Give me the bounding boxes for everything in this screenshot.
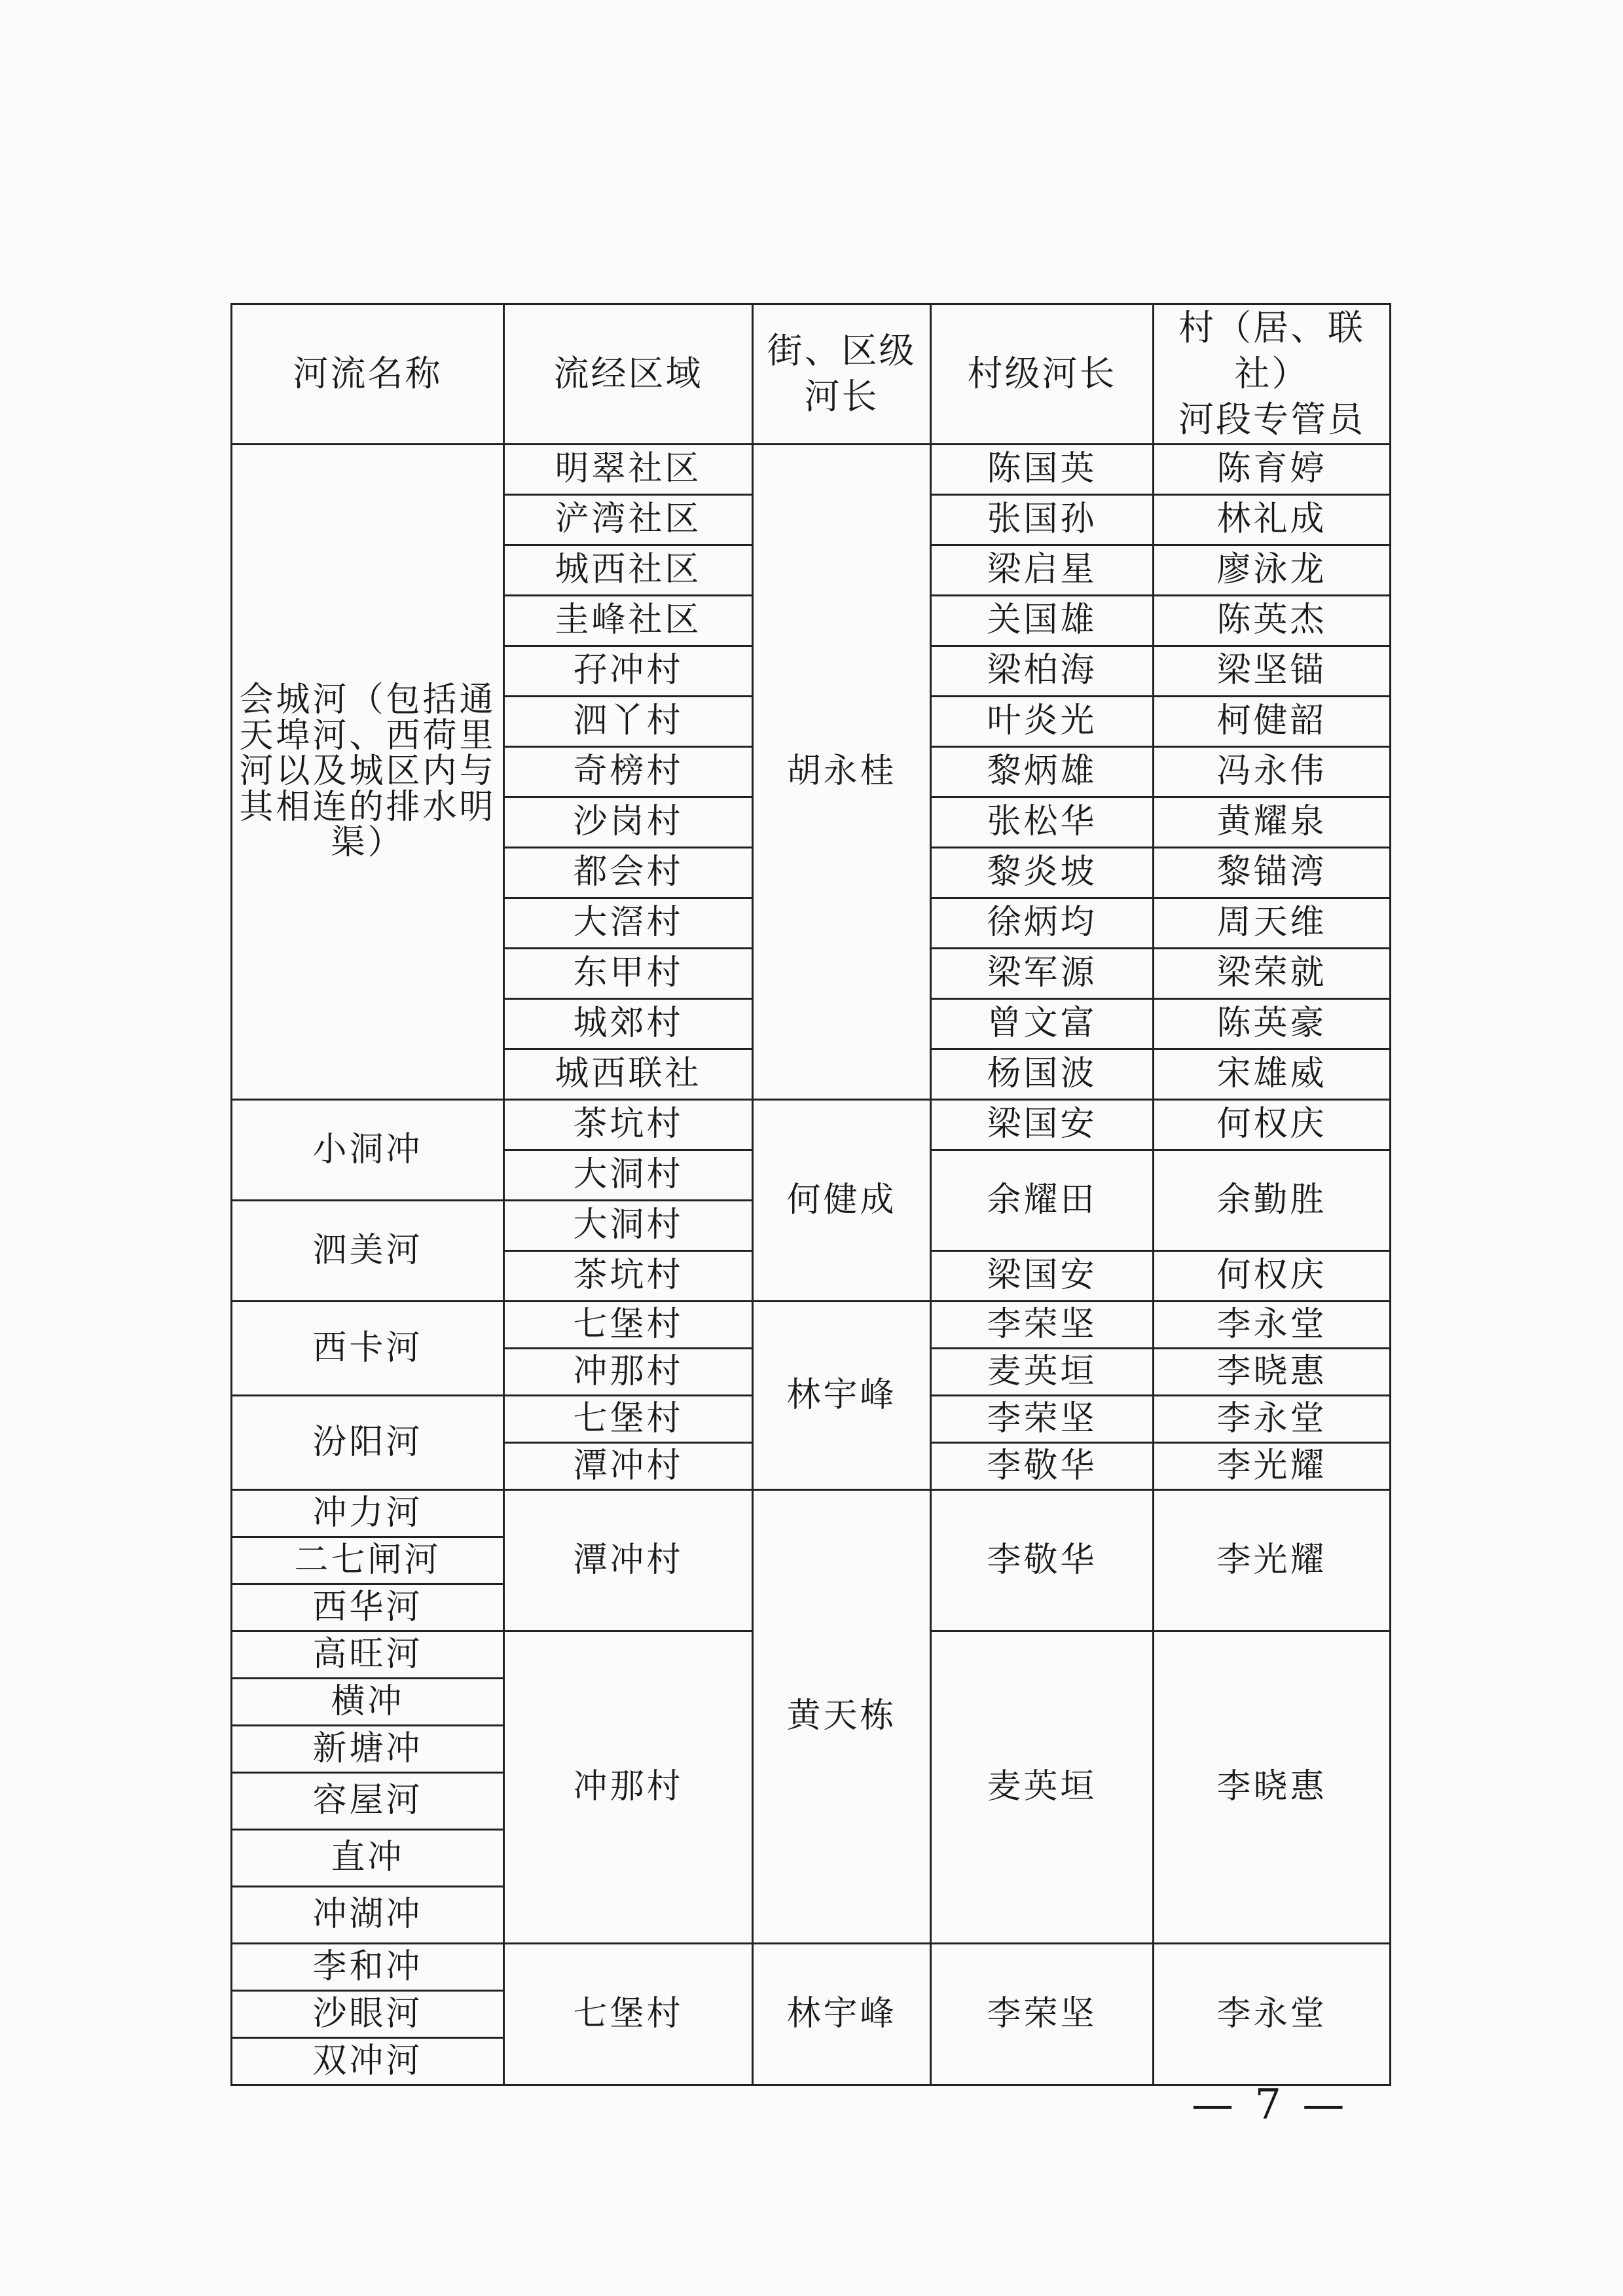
village-chief-cell: 张国孙 — [931, 494, 1154, 545]
keeper-cell: 何权庆 — [1154, 1250, 1391, 1301]
area-cell: 明翠社区 — [504, 444, 753, 494]
keeper-cell: 黎锚湾 — [1154, 847, 1391, 898]
header-section-keeper-line2: 河段专管员 — [1178, 399, 1365, 441]
area-cell: 茶坑村 — [504, 1099, 753, 1150]
area-cell: 大洞村 — [504, 1150, 753, 1200]
header-row — [232, 304, 1391, 445]
keeper-cell: 廖泳龙 — [1154, 545, 1391, 595]
header-section-keeper — [1154, 304, 1391, 445]
keeper-cell: 何权庆 — [1154, 1099, 1391, 1150]
area-cell: 潭冲村 — [504, 1489, 753, 1631]
river-name-cell: 西华河 — [232, 1584, 504, 1631]
village-chief-cell: 梁军源 — [931, 948, 1154, 998]
village-chief-cell: 曾文富 — [931, 998, 1154, 1049]
village-chief-cell: 李荣坚 — [931, 1943, 1154, 2085]
keeper-cell: 周天维 — [1154, 898, 1391, 948]
river-name-cell: 小洞冲 — [232, 1099, 504, 1200]
keeper-cell: 林礼成 — [1154, 494, 1391, 545]
keeper-cell: 陈英杰 — [1154, 595, 1391, 646]
area-cell: 大洞村 — [504, 1200, 753, 1250]
header-district-chief-line2: 河长 — [804, 376, 879, 418]
district-chief-cell: 胡永桂 — [753, 444, 931, 1099]
keeper-cell: 梁荣就 — [1154, 948, 1391, 998]
village-chief-cell: 梁国安 — [931, 1099, 1154, 1150]
village-chief-cell: 黎炎坡 — [931, 847, 1154, 898]
village-chief-cell: 梁启星 — [931, 545, 1154, 595]
village-chief-cell: 李荣坚 — [931, 1301, 1154, 1348]
header-area: 流经区域 — [504, 304, 753, 445]
area-cell: 都会村 — [504, 847, 753, 898]
keeper-cell: 陈育婷 — [1154, 444, 1391, 494]
area-cell: 沙岗村 — [504, 797, 753, 847]
river-name-cell: 沙眼河 — [232, 1990, 504, 2037]
header-section-keeper-line1: 村（居、联社） — [1178, 307, 1365, 395]
area-cell: 七堡村 — [504, 1301, 753, 1348]
village-chief-cell: 李敬华 — [931, 1489, 1154, 1631]
village-chief-cell: 李荣坚 — [931, 1395, 1154, 1442]
river-name-cell: 西卡河 — [232, 1301, 504, 1395]
keeper-cell: 李光耀 — [1154, 1489, 1391, 1631]
area-cell: 大滘村 — [504, 898, 753, 948]
village-chief-cell: 梁柏海 — [931, 646, 1154, 696]
village-chief-cell: 张松华 — [931, 797, 1154, 847]
keeper-cell: 梁坚锚 — [1154, 646, 1391, 696]
river-name-cell: 冲力河 — [232, 1489, 504, 1537]
area-cell: 泗丫村 — [504, 696, 753, 746]
keeper-cell: 李光耀 — [1154, 1442, 1391, 1489]
area-cell: 冲那村 — [504, 1631, 753, 1943]
river-chief-table — [230, 303, 1391, 2086]
table-row — [232, 444, 1391, 494]
header-village-chief: 村级河长 — [931, 304, 1154, 445]
keeper-cell: 柯健韶 — [1154, 696, 1391, 746]
header-district-chief-line1: 街、区级 — [767, 330, 917, 372]
area-cell: 东甲村 — [504, 948, 753, 998]
keeper-cell: 李永堂 — [1154, 1943, 1391, 2085]
river-name-cell: 会城河（包括通天埠河、西荷里河以及城区内与其相连的排水明渠） — [232, 444, 504, 1099]
river-name-cell: 冲湖冲 — [232, 1886, 504, 1943]
area-cell: 城郊村 — [504, 998, 753, 1049]
header-district-chief — [753, 304, 931, 445]
district-chief-cell: 林宇峰 — [753, 1943, 931, 2085]
district-chief-cell: 林宇峰 — [753, 1301, 931, 1489]
river-name-cell: 双冲河 — [232, 2037, 504, 2085]
river-name-cell: 李和冲 — [232, 1943, 504, 1990]
river-name-cell: 高旺河 — [232, 1631, 504, 1678]
header-river-name: 河流名称 — [232, 304, 504, 445]
area-cell: 冲那村 — [504, 1348, 753, 1395]
keeper-cell: 宋雄威 — [1154, 1049, 1391, 1099]
keeper-cell: 黄耀泉 — [1154, 797, 1391, 847]
keeper-cell: 陈英豪 — [1154, 998, 1391, 1049]
village-chief-cell: 李敬华 — [931, 1442, 1154, 1489]
area-cell: 孖冲村 — [504, 646, 753, 696]
area-cell: 七堡村 — [504, 1395, 753, 1442]
district-chief-cell: 何健成 — [753, 1099, 931, 1301]
area-cell: 潭冲村 — [504, 1442, 753, 1489]
page-number: — 7 — — [1192, 2081, 1349, 2129]
keeper-cell: 李永堂 — [1154, 1301, 1391, 1348]
area-cell: 圭峰社区 — [504, 595, 753, 646]
village-chief-cell: 叶炎光 — [931, 696, 1154, 746]
keeper-cell: 余勤胜 — [1154, 1150, 1391, 1250]
village-chief-cell: 麦英垣 — [931, 1631, 1154, 1943]
river-name-cell: 泗美河 — [232, 1200, 504, 1301]
village-chief-cell: 关国雄 — [931, 595, 1154, 646]
keeper-cell: 冯永伟 — [1154, 746, 1391, 797]
area-cell: 城西联社 — [504, 1049, 753, 1099]
village-chief-cell: 麦英垣 — [931, 1348, 1154, 1395]
village-chief-cell: 余耀田 — [931, 1150, 1154, 1250]
keeper-cell: 李永堂 — [1154, 1395, 1391, 1442]
area-cell: 七堡村 — [504, 1943, 753, 2085]
area-cell: 茶坑村 — [504, 1250, 753, 1301]
village-chief-cell: 陈国英 — [931, 444, 1154, 494]
area-cell: 浐湾社区 — [504, 494, 753, 545]
river-name-cell: 汾阳河 — [232, 1395, 504, 1489]
table-row — [232, 1301, 1391, 1348]
village-chief-cell: 黎炳雄 — [931, 746, 1154, 797]
table-row — [232, 1943, 1391, 1990]
river-name-cell: 容屋河 — [232, 1772, 504, 1829]
district-chief-cell: 黄天栋 — [753, 1489, 931, 1943]
area-cell: 城西社区 — [504, 545, 753, 595]
village-chief-cell: 杨国波 — [931, 1049, 1154, 1099]
river-name-cell: 新塘冲 — [232, 1725, 504, 1772]
keeper-cell: 李晓惠 — [1154, 1348, 1391, 1395]
village-chief-cell: 徐炳均 — [931, 898, 1154, 948]
table-row — [232, 1099, 1391, 1150]
keeper-cell: 李晓惠 — [1154, 1631, 1391, 1943]
village-chief-cell: 梁国安 — [931, 1250, 1154, 1301]
river-name-cell: 直冲 — [232, 1829, 504, 1886]
river-name-cell: 横冲 — [232, 1678, 504, 1725]
table-row — [232, 1489, 1391, 1537]
area-cell: 奇榜村 — [504, 746, 753, 797]
river-name-cell: 二七闸河 — [232, 1537, 504, 1584]
